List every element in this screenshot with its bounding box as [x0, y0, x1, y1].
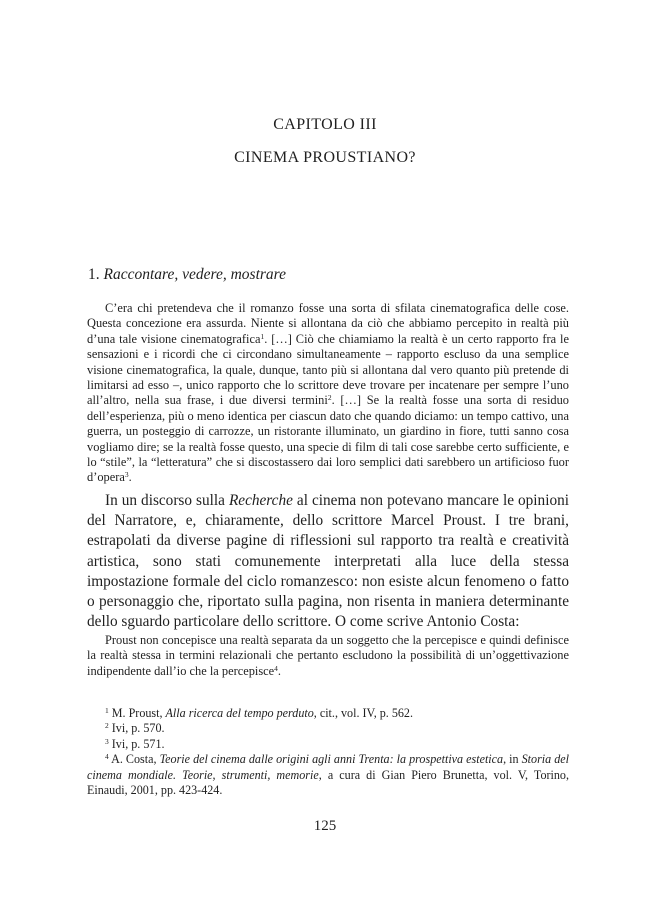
footnote-2: $^2$ Ivi, p. 570.	[105, 721, 165, 736]
section-title: Raccontare, vedere, mostrare	[103, 266, 286, 283]
page-number: 125	[313, 818, 337, 834]
footnotes	[87, 706, 569, 798]
footnote-3: $^3$ Ivi, p. 571.	[105, 736, 165, 751]
block-quote-proust: C’era chi pretendeva che il romanzo fosse una sorta di sfilata cinematografica delle cose. Questa concezione era assurda. Niente si allontana da ciò che abbiamo percepito in realtà più d’una tale visione cinematografica$^1$. […] Ciò che chiamiamo la realtà è un certo rapporto fra le sensazioni e i ricordi che ci circondano simultaneamente – rapporto escluso da una semplice visione cinematografica, la quale, dunque, tanto più si allontana dal vero quanto più pretende di limitarsi ad esso –, unico rapporto che lo scrittore deve trovare per incatenare per sempre l’uno all’altro, nella sua frase, i due diversi termini$^2$. […] Se la realtà fosse una sorta di residuo dell’esperienza, più o meno identica per ciascun dato che quando diciamo: un tempo cattivo, una guerra, un posteggio di carrozze, un ristorante illuminato, un giardino in fiore, tutti sanno cosa vogliamo dire; se la realtà fosse questo, una specie di film di tali cose sarebbe certo sufficiente, e lo “stile”, la “letteratura” che si discostassero dai loro semplici dati sarebbero un artificioso fuor d’opera$^3$.	[87, 301, 569, 485]
body-paragraph: In un discorso sulla Recherche al cinema non potevano mancare le opinioni del Narratore, e, chiaramente, dello scrittore Marcel Proust. I tre brani, estrapolati da diverse pagine di riflessioni sul rapporto tra realtà e creatività artistica, sono stati comunemente interpretati alla luce della stessa impostazione formale del ciclo romanzesco: non esiste alcun fenomeno o fatto o personaggio che, riportato sulla pagina, non risenta in maniera determinante dello sguardo particolare dello scrittore. O come scrive Antonio Costa:	[87, 492, 569, 631]
title-recherche: Recherche	[228, 492, 293, 509]
footnote-1: $^1$ M. Proust, Alla ricerca del tempo perduto, cit., vol. IV, p. 562.	[105, 706, 413, 720]
footnote-ref-4: 4	[274, 663, 278, 673]
chapter-title: CINEMA PROUSTIANO?	[234, 149, 416, 166]
section-heading	[88, 266, 286, 284]
footnote-ref-3: 3	[124, 470, 129, 480]
chapter-label: CAPITOLO III	[273, 116, 377, 133]
footnote-ref-2: 2	[327, 393, 332, 403]
block-quote-costa: Proust non concepisce una realtà separata da un soggetto che la percepisce e quindi definisce la realtà stessa in termini relazionali che pertanto escludono la possibilità di un’oggettivazione indipendente dall’io che la percepisce$^4$.	[87, 633, 569, 678]
section-number: 1.	[88, 266, 100, 283]
footnote-ref-1: 1	[260, 331, 265, 341]
footnote-4: $^4$ A. Costa, Teorie del cinema dalle origini agli anni Trenta: la prospettiva estetica, in Storia del cinema mondiale. Teorie, strumenti, memorie, a cura di Gian Piero Brunetta, vol. V, Torino, Einaudi, 2001, pp. 423-424.	[87, 752, 570, 798]
